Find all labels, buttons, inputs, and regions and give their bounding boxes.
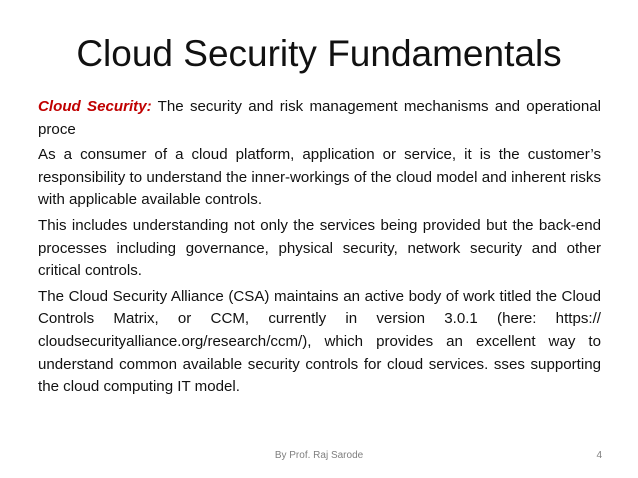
definition-text: The security and risk management mechanisms and operational proce (38, 98, 601, 138)
page-number: 4 (596, 450, 602, 461)
paragraph-consumer-responsibility: As a consumer of a cloud platform, application or service, it is the customer’s responsibility to understand the inner-workings of the cloud model and inherent risks with applicable available controls. (38, 146, 601, 209)
paragraph-definition (38, 96, 601, 141)
term-cloud-security: Cloud Security: (38, 98, 152, 115)
slide-body (38, 96, 601, 402)
paragraph-understanding: This includes understanding not only the services being provided but the back-end processes including governance, physical security, network security and other critical controls. (38, 216, 601, 280)
paragraph-csa: The Cloud Security Alliance (CSA) maintains an active body of work titled the Cloud Controls Matrix, or CCM, currently in version 3.0.1 (here: https:// cloudsecurityalliance.org/research/ccm/), which provides an excellent way to understand common available security controls for cloud services. sses supporting the cloud computing IT model. (38, 287, 601, 396)
slide-title: Cloud Security Fundamentals (76, 33, 562, 74)
footer-author: By Prof. Raj Sarode (274, 450, 364, 461)
